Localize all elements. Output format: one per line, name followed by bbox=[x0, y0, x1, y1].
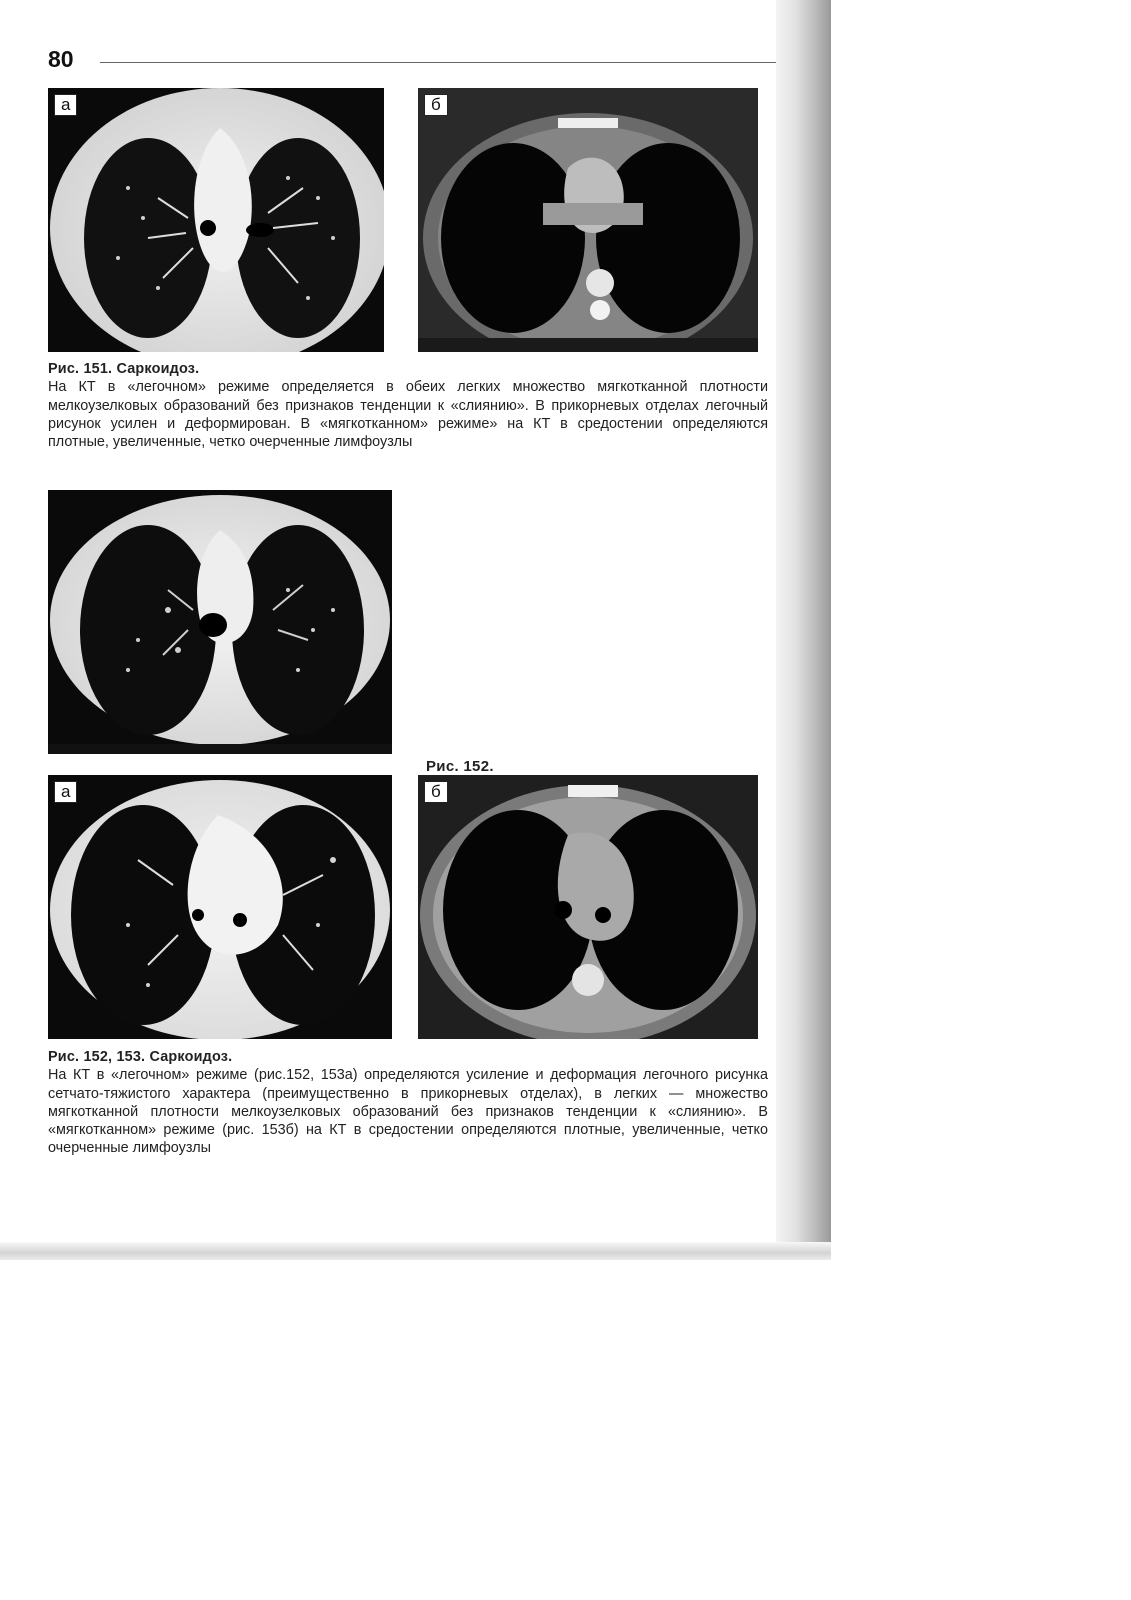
scan-bottom-edge bbox=[0, 1242, 831, 1260]
page-number: 80 bbox=[48, 46, 74, 72]
fig152-ct-lung bbox=[48, 490, 392, 754]
fig153-panel-b-ct-mediastinal bbox=[418, 775, 758, 1039]
fig151-caption bbox=[48, 360, 768, 451]
fig152-label: Рис. 152. bbox=[426, 758, 494, 775]
fig153-panel-a-ct-lung bbox=[48, 775, 392, 1039]
fig151-panel-a-ct-lung bbox=[48, 88, 392, 352]
fig153-caption-title: Рис. 152, 153. Саркоидоз. bbox=[48, 1049, 233, 1065]
header-rule bbox=[100, 62, 776, 63]
fig151-caption-title: Рис. 151. Саркоидоз. bbox=[48, 361, 200, 377]
fig153-caption-text: На КТ в «легочном» режиме (рис.152, 153а) определяются усиление и деформация легочного рисунка сетчато-тяжистого характера (преимущественно в прикорневых отделах), в легких — множество мягкотканной плотности мелкоузелковых образований без признаков тенденции к «слиянию». В «мягкотканном» режиме (рис. 153б) на КТ в средостении определяются плотные, увеличенные, четко очерченные лимфоузлы bbox=[48, 1067, 768, 1157]
panel-label-a: а bbox=[54, 781, 77, 803]
panel-label-b: б bbox=[424, 94, 448, 116]
fig151-caption-text: На КТ в «легочном» режиме определяется в обеих легких множество мягкотканной плотности мелкоузелковых образований без признаков тенденции к «слиянию». В прикорневых отделах легочный рисунок усилен и деформирован. В «мягкотканном» режиме» на КТ в средостении определяются плотные, увеличенные, четко очерченные лимфоузлы bbox=[48, 379, 768, 451]
panel-label-a: а bbox=[54, 94, 77, 116]
panel-label-b: б bbox=[424, 781, 448, 803]
scan-edge-shadow bbox=[776, 0, 831, 1258]
fig153-caption bbox=[48, 1048, 768, 1158]
fig151-panel-b-ct-mediastinal bbox=[418, 88, 758, 352]
